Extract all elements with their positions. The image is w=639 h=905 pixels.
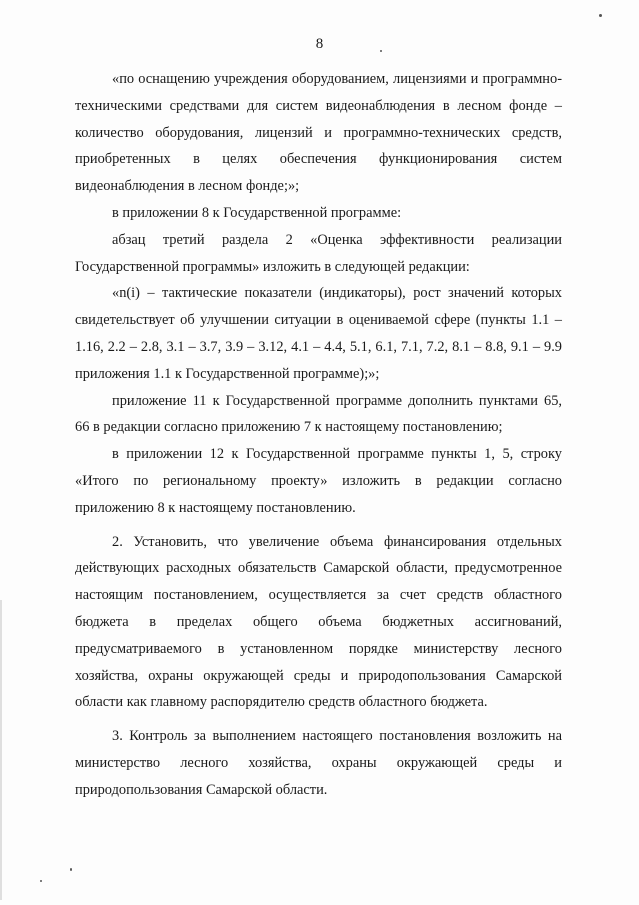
paragraph-6-appendix-12: в приложении 12 к Государственной программе пункты 1, 5, строку «Итого по региональному проекту» изложить в редакции согласно приложению 8 к настоящему постановлению. [75, 446, 562, 516]
paragraph-4-indicators: «n(i) – тактические показатели (индикаторы), рост значений которых свидетельствует об улучшении ситуации в оцениваемой сфере (пункты 1.1 – 1.16, 2.2 – 2.8, 3.1 – 3.7, 3.9 – 3.12, 4.1 – 4.4, 5.1, 6.1, 7.1, 7.2, 8.1 – 8.8, 9.1 – 9.9 приложения 1.1 к Государственной программе);»; [75, 285, 562, 382]
paragraph-5-appendix-11: приложение 11 к Государственной программе дополнить пунктами 65, 66 в редакции согласно приложению 7 к настоящему постановлению; [75, 392, 562, 436]
scan-speck [599, 14, 602, 17]
paragraph-7-funding: 2. Установить, что увеличение объема финансирования отдельных действующих расходных обязательств Самарской области, предусмотренное настоящим постановлением, осуществляется за счет средств областного бюджета в пределах общего объема бюджетных ассигнований, предусматриваемого в установленном порядке министерству лесного хозяйства, охраны окружающей среды и природопользования Самарской области как главному распорядителю средств областного бюджета. [75, 533, 562, 711]
paragraph-3-section-2: абзац третий раздела 2 «Оценка эффективности реализации Государственной программы» изложить в следующей редакции: [75, 231, 562, 275]
scan-speck [70, 868, 72, 871]
scan-edge-shadow [0, 600, 2, 900]
paragraph-8-control: 3. Контроль за выполнением настоящего постановления возложить на министерство лесного хозяйства, охраны окружающей среды и природопользования Самарской области. [75, 728, 562, 798]
paragraph-2-appendix-8: в приложении 8 к Государственной программе: [112, 204, 402, 221]
scan-speck [40, 880, 42, 882]
page-number: 8 [315, 36, 324, 52]
scan-speck [380, 50, 382, 52]
paragraph-1-amendment-quote: «по оснащению учреждения оборудованием, лицензиями и программно-техническими средствами для систем видеонаблюдения в лесном фонде – количество оборудования, лицензий и программно-технических средств, приобретенных в целях обеспечения функционирования систем видеонаблюдения в лесном фонде;»; [75, 71, 562, 195]
document-body [75, 66, 562, 804]
